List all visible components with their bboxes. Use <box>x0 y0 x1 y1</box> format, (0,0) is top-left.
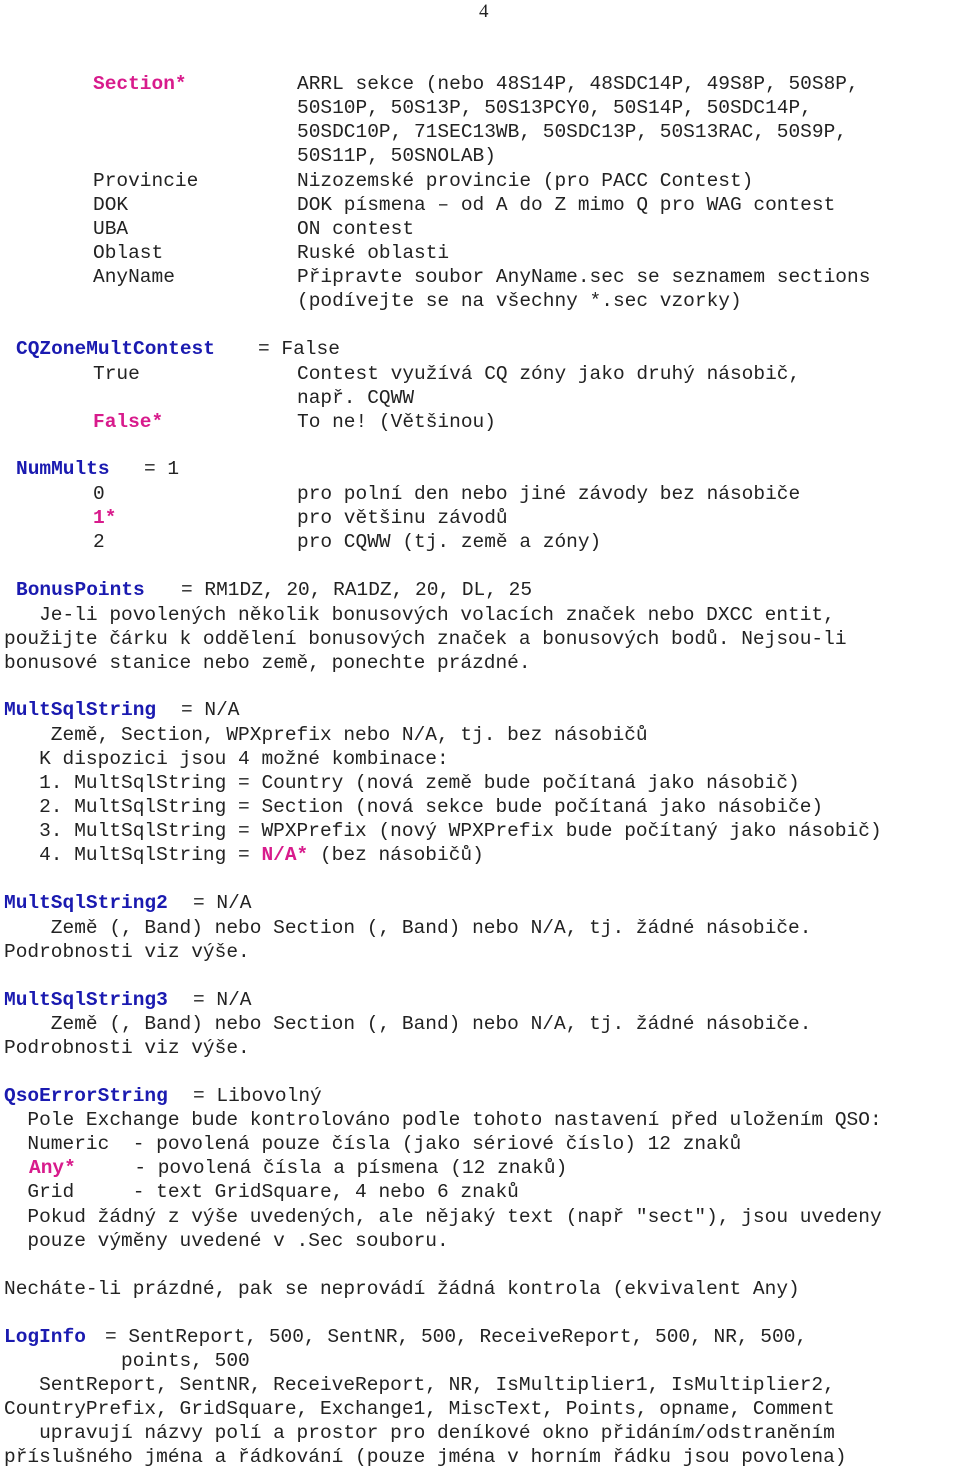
oblast-key: Oblast <box>93 242 164 264</box>
page-number: 4 <box>479 1 489 22</box>
nummults-keyword: NumMults <box>16 458 110 480</box>
cqzone-true-desc: např. CQWW <box>297 387 415 409</box>
anyname-desc-line: (podívejte se na všechny *.sec vzorky) <box>297 290 742 312</box>
multsql-option4-suffix: (bez násobičů) <box>308 844 484 866</box>
provincie-key: Provincie <box>93 170 199 192</box>
multsql-keyword: MultSqlString <box>4 699 157 721</box>
qsoerror-intro: Pole Exchange bude kontrolováno podle tohoto nastavení před uložením QSO: <box>4 1109 882 1131</box>
oblast-desc: Ruské oblasti <box>297 242 450 264</box>
multsql3-keyword: MultSqlString3 <box>4 989 168 1011</box>
section-desc-line: 50S11P, 50SNOLAB) <box>297 145 496 167</box>
section-desc-line: 50SDC10P, 71SEC13WB, 50SDC13P, 50S13RAC, 50S9P, <box>297 121 847 143</box>
bonus-text-line: bonusové stanice nebo země, ponechte prázdné. <box>4 652 531 674</box>
qsoerror-any-desc: - povolená čísla a písmena (12 znaků) <box>75 1157 568 1179</box>
bonus-default: = RM1DZ, 20, RA1DZ, 20, DL, 25 <box>181 579 533 601</box>
multsql-option4-default: N/A* <box>261 844 309 866</box>
multsql2-keyword: MultSqlString2 <box>4 892 168 914</box>
nummults-desc: pro většinu závodů <box>297 507 508 529</box>
dok-desc: DOK písmena – od A do Z mimo Q pro WAG contest <box>297 194 836 216</box>
multsql2-line: Podrobnosti viz výše. <box>4 941 250 963</box>
qsoerror-grid: Grid - text GridSquare, 4 nebo 6 znaků <box>4 1181 519 1203</box>
multsql-option4-prefix: 4. MultSqlString = <box>4 844 262 866</box>
cqzone-true-key: True <box>93 363 140 385</box>
qsoerror-note: Pokud žádný z výše uvedených, ale nějaký text (např "sect"), jsou uvedeny <box>4 1206 882 1228</box>
qsoerror-any <box>29 1156 567 1180</box>
section-desc-line: ARRL sekce (nebo 48S14P, 48SDC14P, 49S8P, 50S8P, <box>297 73 859 95</box>
qsoerror-note: pouze výměny uvedené v .Sec souboru. <box>4 1230 449 1252</box>
loginfo-line: příslušného jména a řádkování (pouze jména v horním řádku jsou povolena) <box>4 1446 847 1468</box>
multsql2-default: = N/A <box>193 892 252 914</box>
provincie-desc: Nizozemské provincie (pro PACC Contest) <box>297 170 754 192</box>
qsoerror-empty-note: Necháte-li prázdné, pak se neprovádí žádná kontrola (ekvivalent Any) <box>4 1278 800 1300</box>
multsql3-line: Země (, Band) nebo Section (, Band) nebo N/A, tj. žádné násobiče. <box>4 1013 812 1035</box>
cqzone-true-desc: Contest využívá CQ zóny jako druhý násobič, <box>297 363 801 385</box>
uba-key: UBA <box>93 218 129 240</box>
multsql3-default: = N/A <box>193 989 252 1011</box>
dok-key: DOK <box>93 194 129 216</box>
multsql-default: = N/A <box>181 699 240 721</box>
qsoerror-numeric: Numeric - povolená pouze čísla (jako sériové číslo) 12 znaků <box>4 1133 742 1155</box>
cqzone-default: = False <box>258 338 340 360</box>
loginfo-line: CountryPrefix, GridSquare, Exchange1, MiscText, Points, opname, Comment <box>4 1398 835 1420</box>
nummults-key: 0 <box>93 483 105 505</box>
anyname-desc-line: Připravte soubor AnyName.sec se seznamem sections <box>297 266 871 288</box>
nummults-default: = 1 <box>144 458 180 480</box>
qsoerror-keyword: QsoErrorString <box>4 1085 168 1107</box>
multsql-option <box>4 843 484 867</box>
loginfo-line: upravují názvy polí a prostor pro deníkové okno přidáním/odstraněním <box>4 1422 835 1444</box>
multsql2-line: Země (, Band) nebo Section (, Band) nebo N/A, tj. žádné násobiče. <box>4 917 812 939</box>
bonus-keyword: BonusPoints <box>16 579 145 601</box>
loginfo-default: = SentReport, 500, SentNR, 500, ReceiveReport, 500, NR, 500, <box>105 1326 808 1348</box>
bonus-text-line: Je-li povolených několik bonusových volacích značek nebo DXCC entit, <box>4 604 835 626</box>
multsql-line: K dispozici jsou 4 možné kombinace: <box>4 748 449 770</box>
uba-desc: ON contest <box>297 218 415 240</box>
nummults-key: 1* <box>93 507 117 529</box>
section-key: Section* <box>93 73 187 95</box>
nummults-key: 2 <box>93 531 105 553</box>
cqzone-false-key: False* <box>93 411 164 433</box>
loginfo-keyword: LogInfo <box>4 1326 86 1348</box>
multsql-option: 2. MultSqlString = Section (nová sekce bude počítaná jako násobiče) <box>4 796 824 818</box>
cqzone-false-desc: To ne! (Většinou) <box>297 411 496 433</box>
cqzone-keyword: CQZoneMultContest <box>16 338 215 360</box>
multsql-option: 3. MultSqlString = WPXPrefix (nový WPXPrefix bude počítaný jako násobič) <box>4 820 882 842</box>
multsql-option: 1. MultSqlString = Country (nová země bude počítaná jako násobič) <box>4 772 800 794</box>
qsoerror-default: = Libovolný <box>193 1085 322 1107</box>
nummults-desc: pro CQWW (tj. země a zóny) <box>297 531 602 553</box>
nummults-desc: pro polní den nebo jiné závody bez násobiče <box>297 483 801 505</box>
bonus-text-line: použijte čárku k oddělení bonusových značek a bonusových bodů. Nejsou-li <box>4 628 847 650</box>
loginfo-line: SentReport, SentNR, ReceiveReport, NR, IsMultiplier1, IsMultiplier2, <box>4 1374 835 1396</box>
qsoerror-any-key: Any* <box>29 1157 76 1179</box>
multsql3-line: Podrobnosti viz výše. <box>4 1037 250 1059</box>
loginfo-default-cont: points, 500 <box>4 1350 250 1372</box>
multsql-line: Země, Section, WPXprefix nebo N/A, tj. bez násobičů <box>4 724 648 746</box>
section-desc-line: 50S10P, 50S13P, 50S13PCY0, 50S14P, 50SDC14P, <box>297 97 812 119</box>
anyname-key: AnyName <box>93 266 175 288</box>
